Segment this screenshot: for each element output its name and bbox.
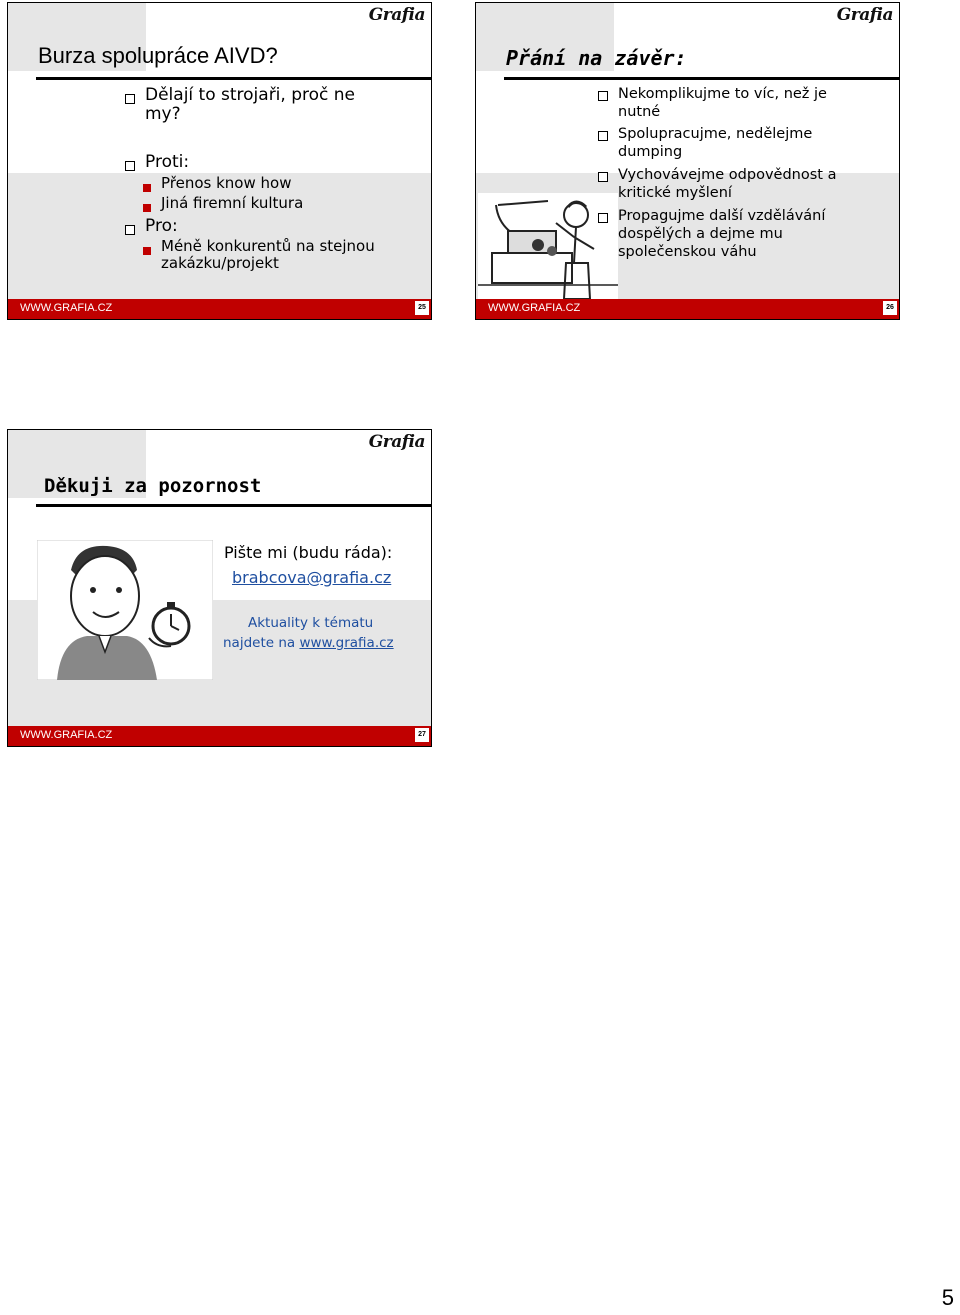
slide-title: Přání na závěr: bbox=[506, 46, 687, 70]
list-item: Přenos know how bbox=[143, 174, 291, 196]
list-item: Propagujme další vzdělávání dospělých a dejme mu společenskou váhu bbox=[598, 207, 868, 261]
slide-number: 25 bbox=[415, 301, 429, 315]
title-rule bbox=[36, 77, 431, 80]
list-item: Jiná firemní kultura bbox=[143, 194, 303, 216]
title-rule bbox=[36, 504, 431, 507]
checkbox-bullet-icon bbox=[598, 213, 608, 223]
square-bullet-icon bbox=[143, 184, 151, 192]
checkbox-bullet-icon bbox=[125, 94, 135, 104]
slide-25 bbox=[7, 2, 432, 320]
grafia-logo: Grafia bbox=[368, 5, 425, 25]
footer-url: WWW.GRAFIA.CZ bbox=[20, 729, 113, 741]
slide-26 bbox=[475, 2, 900, 320]
slide-27 bbox=[7, 429, 432, 747]
slide-title: Děkuji za pozornost bbox=[44, 475, 262, 497]
list-item: Vychovávejme odpovědnost a kritické myšlení bbox=[598, 166, 858, 202]
slide-number: 27 bbox=[415, 728, 429, 742]
list-item: Dělají to strojaři, proč ne my? bbox=[125, 86, 385, 124]
footer-url: WWW.GRAFIA.CZ bbox=[20, 302, 113, 314]
slide-footer bbox=[8, 726, 431, 746]
grafia-logo: Grafia bbox=[836, 5, 893, 25]
news-prefix: najdete na bbox=[223, 635, 300, 651]
list-item: Nekomplikujme to víc, než je nutné bbox=[598, 85, 868, 121]
title-rule bbox=[504, 77, 899, 80]
slide-footer bbox=[476, 299, 899, 319]
slide-title: Burza spolupráce AIVD? bbox=[38, 43, 278, 68]
checkbox-bullet-icon bbox=[125, 225, 135, 235]
email-link[interactable]: brabcova@grafia.cz bbox=[232, 568, 392, 587]
news-line-2 bbox=[223, 635, 394, 651]
footer-url: WWW.GRAFIA.CZ bbox=[488, 302, 581, 314]
list-item: Pro: bbox=[125, 216, 178, 240]
slide-footer bbox=[8, 299, 431, 319]
slide-number: 26 bbox=[883, 301, 897, 315]
square-bullet-icon bbox=[143, 204, 151, 212]
list-item: Proti: bbox=[125, 152, 189, 176]
page-number: 5 bbox=[941, 1285, 954, 1310]
news-line-1: Aktuality k tématu bbox=[248, 615, 374, 631]
list-item: Méně konkurentů na stejnou zakázku/projekt bbox=[143, 238, 413, 272]
website-link[interactable]: www.grafia.cz bbox=[299, 635, 394, 651]
checkbox-bullet-icon bbox=[598, 91, 608, 101]
man-with-stopwatch-illustration bbox=[37, 540, 213, 680]
grafia-logo: Grafia bbox=[368, 432, 425, 452]
contact-label: Pište mi (budu ráda): bbox=[224, 543, 393, 562]
square-bullet-icon bbox=[143, 247, 151, 255]
checkbox-bullet-icon bbox=[598, 172, 608, 182]
list-item: Spolupracujme, nedělejme dumping bbox=[598, 125, 858, 161]
checkbox-bullet-icon bbox=[125, 161, 135, 171]
checkbox-bullet-icon bbox=[598, 131, 608, 141]
scale-illustration bbox=[478, 193, 618, 299]
